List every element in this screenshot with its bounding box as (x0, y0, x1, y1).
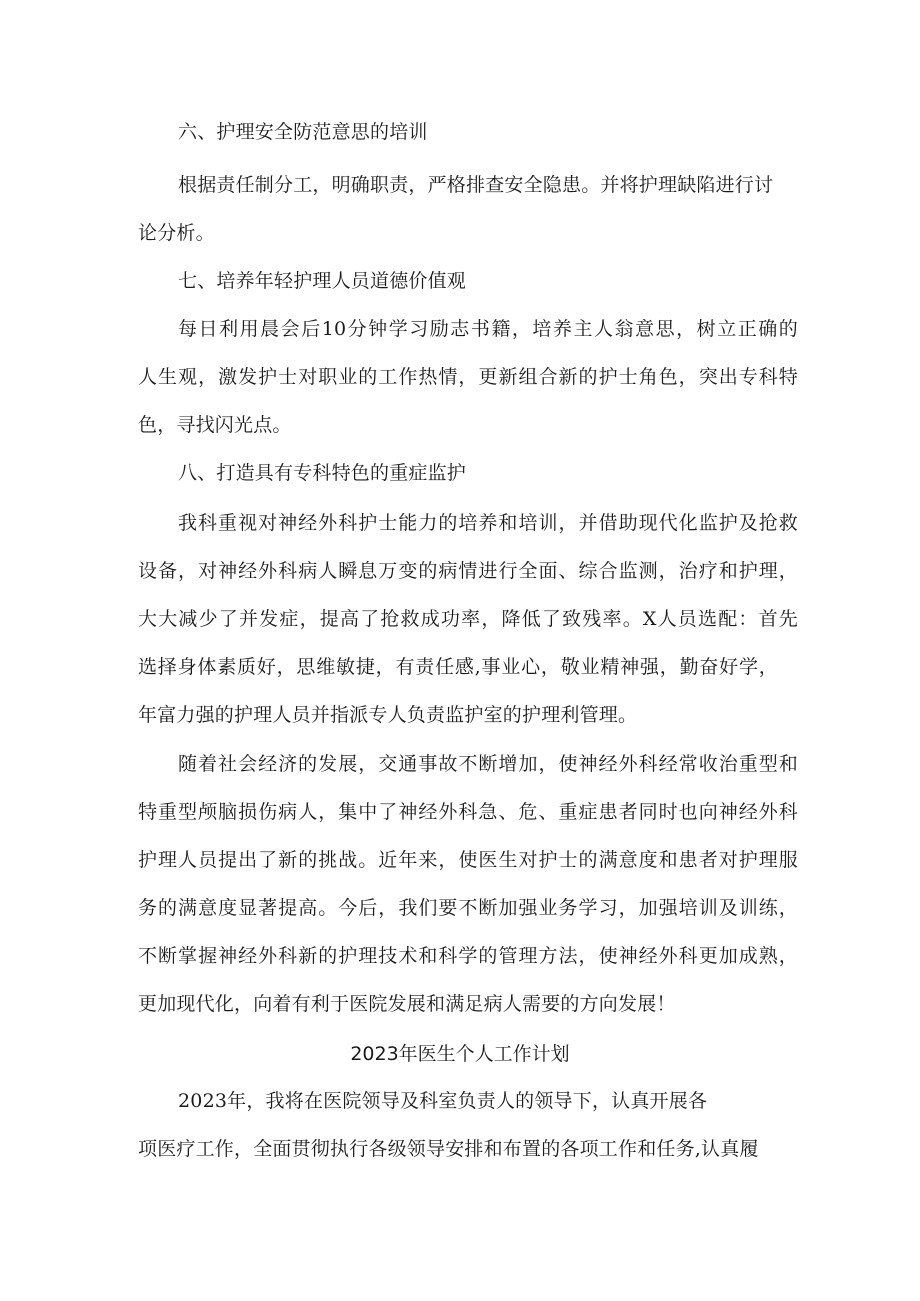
plan-title: 2023年医生个人工作计划 (350, 1043, 570, 1065)
section8-paragraph-line-2: 设备，对神经外科病人瞬息万变的病情进行全面、综合监测，治疗和护理， (138, 560, 798, 582)
section6-paragraph-line-1: 根据责任制分工，明确职责，严格排查安全隐患。并将护理缺陷进行讨 (178, 174, 774, 196)
section8-heading: 八、打造具有专科特色的重症监护 (178, 462, 467, 484)
section8-paragraph-line-1: 我科重视对神经外科护士能力的培养和培训，并借助现代化监护及抢救 (178, 512, 798, 534)
section8-paragraph-line-5: 年富力强的护理人员并指派专人负责监护室的护理利管理。 (138, 704, 638, 726)
conclusion-paragraph-line-4: 务的满意度显著提高。今后，我们要不断加强业务学习，加强培训及训练， (138, 897, 798, 919)
section8-paragraph-line-3: 大大减少了并发症，提高了抢救成功率，降低了致残率。X人员选配：首先 (138, 608, 798, 630)
conclusion-paragraph-line-3: 护理人员提出了新的挑战。近年来，使医生对护士的满意度和患者对护理服 (138, 849, 798, 871)
section7-paragraph-line-3: 色，寻找闪光点。 (138, 414, 292, 436)
conclusion-paragraph-line-2: 特重型颅脑损伤病人，集中了神经外科急、危、重症患者同时也向神经外科 (138, 801, 798, 823)
section6-heading: 六、护理安全防范意思的培训 (178, 121, 428, 143)
conclusion-paragraph-line-1: 随着社会经济的发展，交通事故不断增加，使神经外科经常收治重型和 (178, 753, 798, 775)
section7-heading: 七、培养年轻护理人员道德价值观 (178, 270, 467, 292)
plan-paragraph-line-1: 2023年，我将在医院领导及科室负责人的领导下，认真开展各 (178, 1090, 708, 1112)
conclusion-paragraph-line-5: 不断掌握神经外科新的护理技术和科学的管理方法，使神经外科更加成熟， (138, 945, 798, 967)
section7-paragraph-line-1: 每日利用晨会后10分钟学习励志书籍，培养主人翁意思，树立正确的 (178, 318, 798, 340)
section8-paragraph-line-4: 选择身体素质好，思维敏捷，有责任感,事业心，敬业精神强，勤奋好学， (138, 656, 778, 678)
section6-paragraph-line-2: 论分析。 (138, 222, 215, 244)
conclusion-paragraph-line-6: 更加现代化，向着有利于医院发展和满足病人需要的方向发展！ (138, 993, 676, 1015)
section7-paragraph-line-2: 人生观，激发护士对职业的工作热情，更新组合新的护士角色，突出专科特 (138, 366, 798, 388)
plan-paragraph-line-2: 项医疗工作，全面贯彻执行各级领导安排和布置的各项工作和任务,认真履 (138, 1138, 759, 1160)
